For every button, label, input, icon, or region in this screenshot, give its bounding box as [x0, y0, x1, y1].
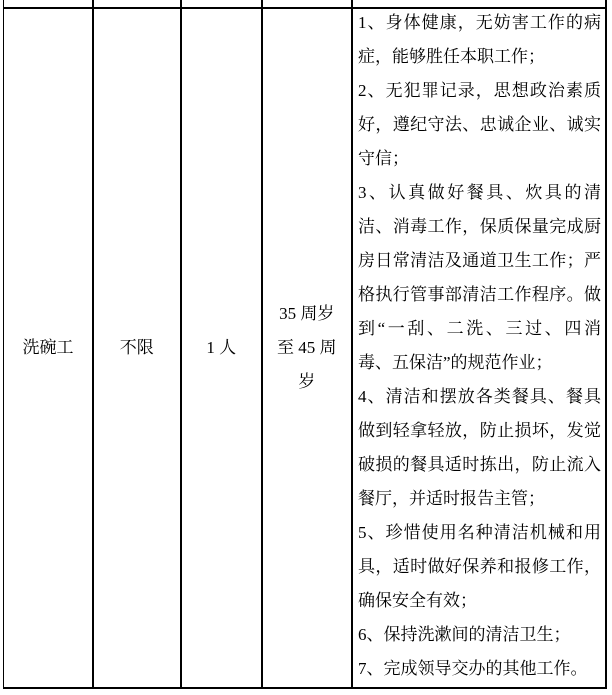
requirement-item: 1、身体健康，无妨害工作的病症，能够胜任本职工作； — [358, 13, 601, 66]
requirement-item: 5、珍惜使用名种清洁机械和用具，适时做好保养和报修工作，确保安全有效； — [358, 523, 601, 610]
position-label: 洗碗工 — [22, 338, 74, 357]
headcount-label: 1 人 — [206, 338, 237, 357]
requirement-item: 4、清洁和摆放各类餐具、餐具做到轻拿轻放，防止损坏，发觉破损的餐具适时拣出，防止流入餐厅，并适时报告主管； — [358, 387, 601, 508]
gender-requirement-label: 不限 — [119, 338, 154, 357]
cell-gender-requirement — [94, 9, 181, 687]
age-range-line: 至 45 周 — [277, 338, 337, 357]
requirement-item: 3、认真做好餐具、炊具的清洁、消毒工作，保质保量完成厨房日常清洁及通道卫生工作；严格执行管事部清洁工作程序。做到“一刮、二洗、三过、四消毒、五保洁”的规范作业； — [358, 183, 601, 372]
cell-age-range — [263, 9, 352, 687]
requirement-item: 6、保持洗漱间的清洁卫生； — [358, 625, 571, 644]
age-range-line: 35 周岁 — [279, 304, 335, 323]
age-range-line: 岁 — [298, 372, 316, 391]
cell-requirements — [358, 6, 601, 686]
cell-position — [4, 9, 92, 687]
requirement-item: 7、完成领导交办的其他工作。 — [358, 659, 588, 678]
table-border-line — [605, 0, 607, 688]
cell-headcount — [182, 9, 262, 687]
requirement-item: 2、无犯罪记录，思想政治素质好，遵纪守法、忠诚企业、诚实守信； — [358, 81, 601, 168]
table-border-line — [3, 687, 607, 689]
table-border-line — [351, 0, 353, 688]
